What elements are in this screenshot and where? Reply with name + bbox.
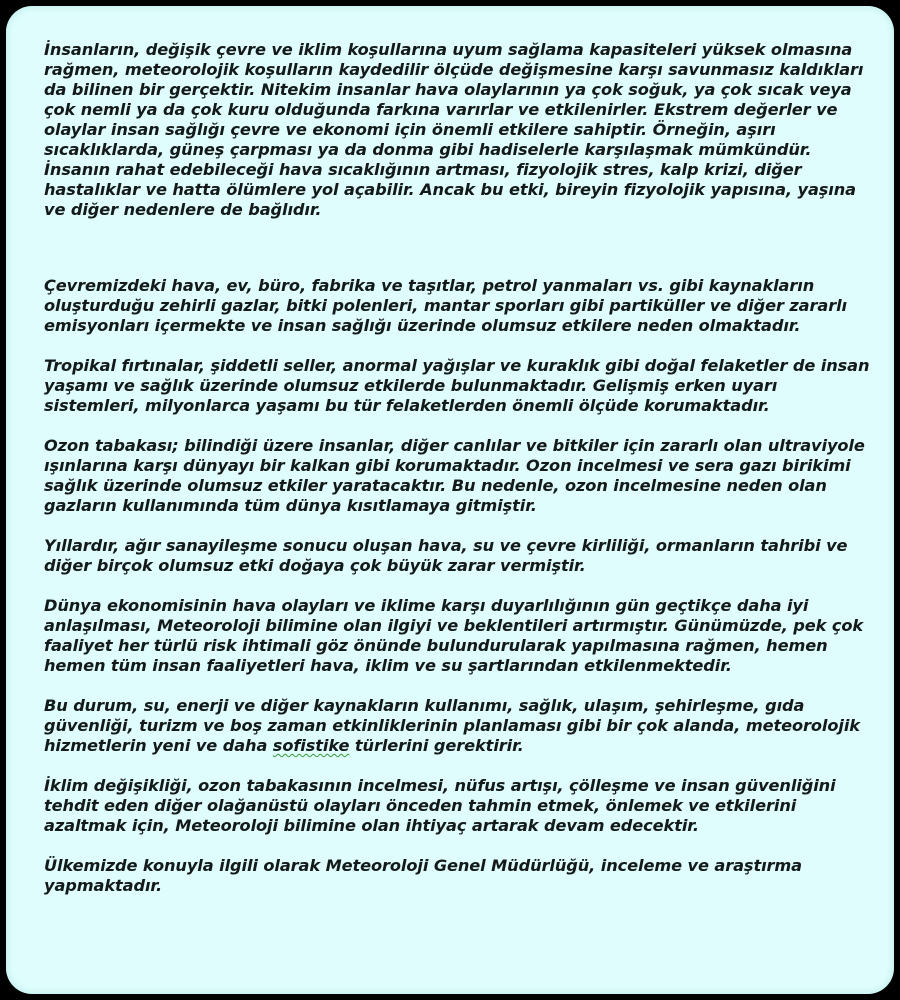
paragraph-industrialization: Yıllardır, ağır sanayileşme sonucu oluşan hava, su ve çevre kirliliği, ormanların tahribi ve diğer birçok olumsuz etki doğaya çok büyük zarar vermiştir.: [44, 536, 848, 575]
paragraph-natural-disasters: Tropikal fırtınalar, şiddetli seller, anormal yağışlar ve kuraklık gibi doğal felaketler de insan yaşamı ve sağlık üzerinde olumsuz etkilerde bulunmaktadır. Gelişmiş erken uyarı sistemleri, milyonlarca yaşamı bu tür felaketlerden önemli ölçüde korumaktadır.: [44, 356, 870, 415]
paragraph-meteorological-services: [44, 696, 874, 756]
paragraph-air-pollution: Çevremizdeki hava, ev, büro, fabrika ve taşıtlar, petrol yanmaları vs. gibi kaynakların oluşturduğu zehirli gazlar, bitki polenleri, mantar sporları gibi partiküller ve diğer zararlı emisyonları içermekte ve insan sağlığı üzerinde olumsuz etkilere neden olmaktadır.: [44, 276, 847, 335]
document-body: [44, 40, 874, 916]
document-frame: [6, 6, 894, 994]
paragraph-services-text-before: Bu durum, su, enerji ve diğer kaynakların kullanımı, sağlık, ulaşım, şehirleşme, gıda güvenliği, turizm ve boş zaman etkinliklerinin planlaması gibi bir çok alanda, meteorolojik hizmetlerin yeni ve daha: [44, 696, 860, 755]
paragraph-ozone-layer: Ozon tabakası; bilindiği üzere insanlar, diğer canlılar ve bitkiler için zararlı olan ultraviyole ışınlarına karşı dünyayı bir kalkan gibi korumaktadır. Ozon incelmesi ve sera gazı birikimi sağlık üzerinde olumsuz etkiler yaratacaktır. Bu nedenle, ozon incelmesine neden olan gazların kullanımında tüm dünya kısıtlamaya gitmiştir.: [44, 436, 865, 515]
paragraph-human-adaptation: İnsanların, değişik çevre ve iklim koşullarına uyum sağlama kapasiteleri yüksek olmasına rağmen, meteorolojik koşulların kaydedilir ölçüde değişmesine karşı savunmasız kaldıkları da bilinen bir gerçektir. Nitekim insanlar hava olaylarının ya çok soğuk, ya çok sıcak veya çok nemli ya da çok kuru olduğunda farkına varırlar ve etkilenirler. Ekstrem değerler ve olaylar insan sağlığı çevre ve ekonomi için önemli etkilere sahiptir. Örneğin, aşırı sıcaklıklarda, güneş çarpması ya da donma gibi hadiselerle karşılaşmak mümkündür. İnsanın rahat edebileceği hava sıcaklığının artması, fizyolojik stres, kalp krizi, diğer hastalıklar ve hatta ölümlere yol açabilir. Ancak bu etki, bireyin fizyolojik yapısına, yaşına ve diğer nedenlere de bağlıdır.: [44, 40, 864, 219]
paragraph-climate-change: İklim değişikliği, ozon tabakasının incelmesi, nüfus artışı, çölleşme ve insan güvenliğini tehdit eden diğer olağanüstü olayları önceden tahmin etmek, önlemek ve etkilerini azaltmak için, Meteoroloji bilimine olan ihtiyaç artarak devam edecektir.: [44, 776, 836, 835]
paragraph-economy-sensitivity: Dünya ekonomisinin hava olayları ve iklime karşı duyarlılığının gün geçtikçe daha iyi anlaşılması, Meteoroloji bilimine olan ilgiyi ve beklentileri artırmıştır. Günümüzde, pek çok faaliyet her türlü risk ihtimali göz önünde bulundurularak yapılmasına rağmen, hemen hemen tüm insan faaliyetleri hava, iklim ve su şartlarından etkilenmektedir.: [44, 596, 864, 675]
spellcheck-flagged-word[interactable]: sofistike: [272, 736, 350, 755]
paragraph-meteorology-directorate: Ülkemizde konuyla ilgili olarak Meteoroloji Genel Müdürlüğü, inceleme ve araştırma yapmaktadır.: [44, 856, 803, 895]
paragraph-services-text-after: türlerini gerektirir.: [349, 736, 524, 755]
